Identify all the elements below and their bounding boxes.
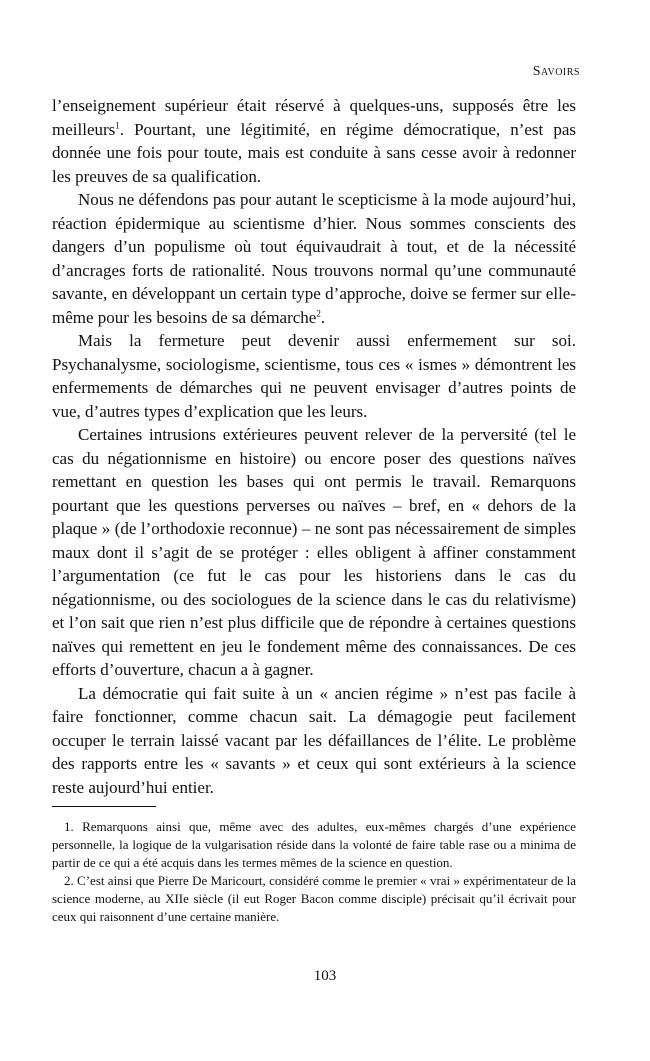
paragraph-2-continuation: . (320, 307, 326, 327)
running-head: Savoirs (532, 64, 580, 79)
body-text (52, 94, 576, 799)
paragraph-5: La démocratie qui fait suite à un « ancien régime » n’est pas facile à faire fonctionner, comme chacun sait. La démagogie peut facilement occuper le terrain laissé vacant par les défaillances de l’élite. Le problème des rapports entre les « savants » et ceux qui sont extérieurs à la science reste aujourd’hui entier. (52, 683, 576, 797)
footnote-ref-1: 1 (115, 119, 120, 130)
footnote-separator (52, 806, 156, 807)
paragraph-1 (52, 94, 576, 188)
paragraph-1-continuation: . Pourtant, une légitimité, en régime démocratique, n’est pas donnée une fois pour toute, mais est conduite à sans cesse avoir à redonner les preuves de sa qualification. (52, 119, 576, 186)
paragraph-3: Mais la fermeture peut devenir aussi enfermement sur soi. Psychanalysme, sociologisme, scientisme, tous ces « ismes » démontrent les enfermements de démarches qui ne peuvent envisager d’autres points de vue, d’autres types d’explication que les leurs. (52, 331, 576, 421)
footnotes (52, 818, 576, 926)
paragraph-1-text: l’enseignement supérieur était réservé à quelques-uns, supposés être les meilleurs (52, 96, 576, 139)
footnote-ref-2: 2 (316, 307, 321, 318)
page-number: 103 (313, 968, 337, 984)
paragraph-4: Certaines intrusions extérieures peuvent relever de la perversité (tel le cas du négationnisme en histoire) ou encore poser des questions naïves remettant en question les bases qui ont permis le travail. Remarquons pourtant que les questions perverses ou naïves – bref, en « dehors de la plaque » (de l’orthodoxie reconnue) – ne sont pas nécessairement de simples maux dont il s’agit de se protéger : elles obligent à affiner constamment l’argumentation (ce fut le cas pour les historiens dans le cas du négationnisme, ou des sociologues de la science dans le cas du relativisme) et l’on sait que rien n’est plus difficile que de répondre à certaines questions naïves qui remettent en jeu le fondement même des connaissances. De ces efforts d’ouverture, chacun a à gagner. (52, 425, 576, 679)
paragraph-2-text: Nous ne défendons pas pour autant le scepticisme à la mode aujourd’hui, réaction épidermique au scientisme d’hier. Nous sommes conscients des dangers d’un populisme où tout équivaudrait à tout, et de la nécessité d’ancrages forts de rationalité. Nous trouvons normal qu’une communauté savante, en développant un certain type d’approche, doive se fermer sur elle-même pour les besoins de sa démarche (52, 190, 576, 327)
footnote-1: 1. Remarquons ainsi que, même avec des adultes, eux-mêmes chargés d’une expérience personnelle, la logique de la vulgarisation réside dans la volonté de faire table rase ou a minima de partir de ce qui a été acquis dans les termes mêmes de la science en question. (52, 819, 576, 870)
footnote-2: 2. C’est ainsi que Pierre De Maricourt, considéré comme le premier « vrai » expérimentateur de la science moderne, au XIIe siècle (il eut Roger Bacon comme disciple) précisait qu’il écrivait pour ceux qui raisonnent d’une certaine manière. (52, 873, 576, 924)
paragraph-2 (52, 188, 576, 329)
